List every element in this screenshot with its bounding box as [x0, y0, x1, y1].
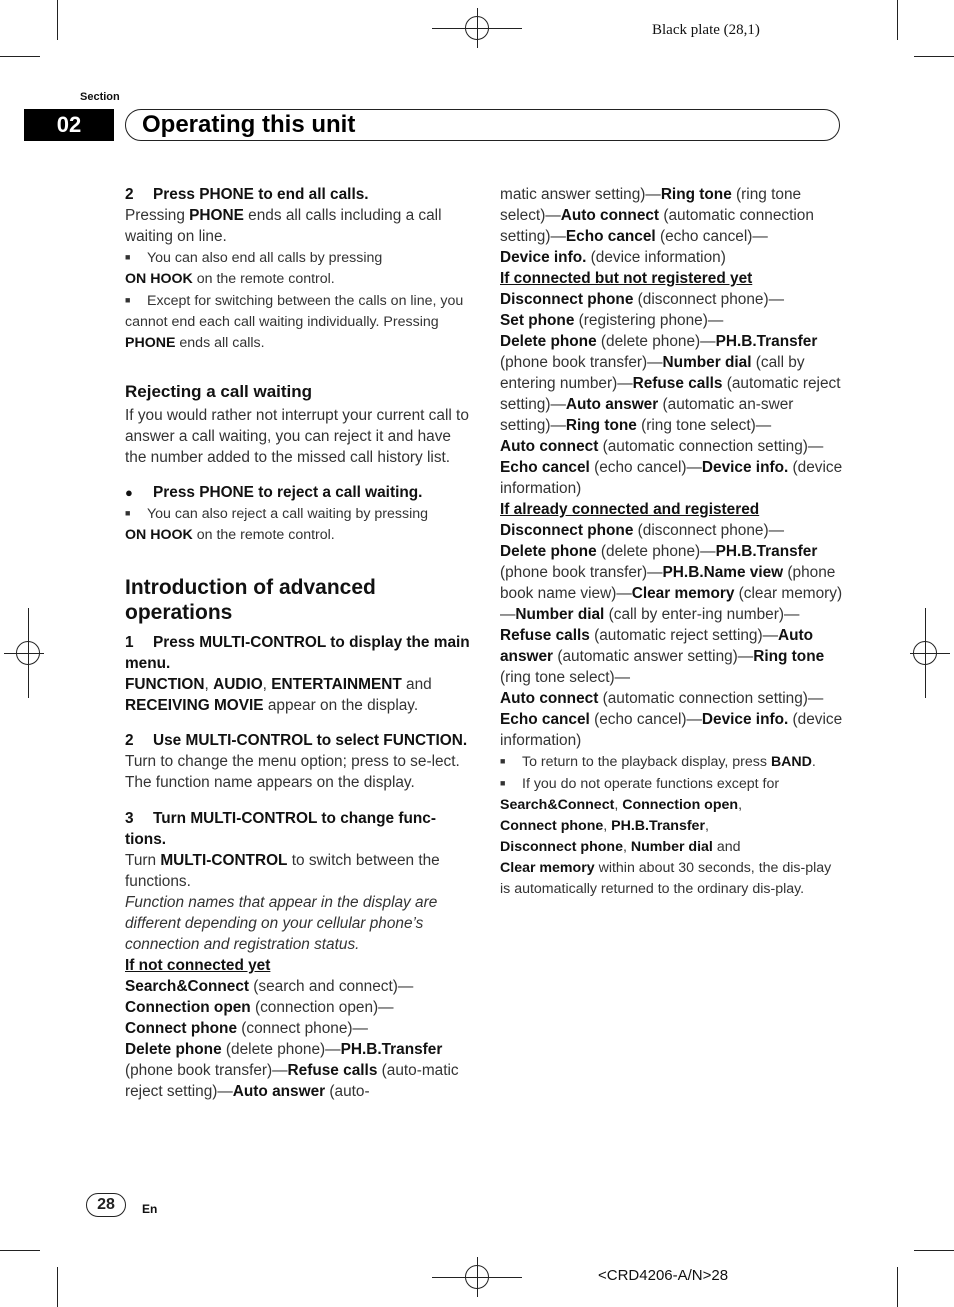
page-number: 28 — [86, 1193, 126, 1217]
crop-mark — [914, 56, 954, 57]
step-heading: 3 Turn MULTI-CONTROL to change func-tions. — [125, 810, 436, 848]
right-column — [500, 184, 845, 900]
crop-mark — [0, 56, 40, 57]
condition-heading: If not connected yet — [125, 957, 271, 974]
function-list: matic answer setting)—Ring tone (ring tone select)—Auto connect (automatic connection setting)—Echo cancel (echo cancel)— Device info. (device information) — [500, 186, 814, 266]
left-column — [125, 184, 470, 1102]
document-code: <CRD4206-A/N>28 — [598, 1267, 729, 1284]
crop-mark — [914, 1250, 954, 1251]
step-heading: 2 Use MULTI-CONTROL to select FUNCTION. — [125, 732, 468, 749]
paragraph: If you would rather not interrupt your current call to answer a call waiting, you can reject it and have the number added to the missed call history list. — [125, 407, 469, 466]
condition-heading: If connected but not registered yet — [500, 270, 753, 287]
plate-label: Black plate (28,1) — [652, 22, 760, 38]
section-number: 02 — [24, 109, 114, 141]
subheading: Rejecting a call waiting — [125, 382, 313, 401]
function-list: Disconnect phone (disconnect phone)— Set phone (registering phone)— Delete phone (delete phone)—PH.B.Transfer (phone book transfer)—Number dial (call by entering number)—Refuse calls (automatic reject setting)—Auto answer (automatic an-swer setting)—Ring tone (ring tone select)— Auto connect (automatic connection setting)—Echo cancel (echo cancel)—Device info. (device information) — [500, 291, 843, 497]
page-title-box — [125, 109, 840, 141]
paragraph: Pressing PHONE ends all calls including a call waiting on line. — [125, 207, 442, 245]
paragraph: The function name appears on the display. — [125, 774, 415, 791]
crop-mark — [897, 1267, 898, 1307]
step-heading: 2 Press PHONE to end all calls. — [125, 186, 369, 203]
language-label: En — [142, 1202, 158, 1216]
crop-mark — [0, 1250, 40, 1251]
step-heading: 1 Press MULTI-CONTROL to display the main menu. — [125, 634, 470, 672]
section-heading: Introduction of advanced operations — [125, 576, 376, 624]
paragraph: Turn MULTI-CONTROL to switch between the functions. — [125, 852, 440, 890]
note: ■ To return to the playback display, press BAND. — [500, 754, 816, 770]
note: ■ If you do not operate functions except for Search&Connect, Connection open, Connect phone, PH.B.Transfer, Disconnect phone, Number dial and Clear memory within about 30 seconds, the dis-play is automatically returned to the ordinary dis-play. — [500, 776, 832, 897]
crop-mark — [57, 0, 58, 40]
page-title: Operating this unit — [142, 111, 356, 138]
function-list: Search&Connect (search and connect)— Connection open (connection open)— Connect phone (connect phone)— Delete phone (delete phone)—PH.B.Transfer (phone book transfer)—Refuse calls (auto-matic reject setting)—Auto answer (auto- — [125, 978, 459, 1100]
function-list: Disconnect phone (disconnect phone)— Delete phone (delete phone)—PH.B.Transfer (phone book transfer)—PH.B.Name view (phone book name view)—Clear memory (clear memory)—Number dial (call by enter-ing number)—Refuse calls (automatic reject setting)—Auto answer (automatic answer setting)—Ring tone (ring tone select)— Auto connect (automatic connection setting)—Echo cancel (echo cancel)—Device info. (device information) — [500, 522, 843, 749]
crop-mark — [897, 0, 898, 40]
section-label: Section — [80, 91, 120, 103]
note: ■ Except for switching between the calls on line, you cannot end each call waiting individually. Pressing PHONE ends all calls. — [125, 293, 464, 351]
note: ■ You can also reject a call waiting by pressing ON HOOK on the remote control. — [125, 506, 429, 543]
paragraph: FUNCTION, AUDIO, ENTERTAINMENT and RECEIVING MOVIE appear on the display. — [125, 676, 432, 714]
italic-note: Function names that appear in the display are different depending on your cellular phone’s connection and registration status. — [125, 894, 438, 953]
note: ■ You can also end all calls by pressing ON HOOK on the remote control. — [125, 250, 383, 287]
step-heading: ● Press PHONE to reject a call waiting. — [125, 484, 423, 501]
condition-heading: If already connected and registered — [500, 501, 760, 518]
crop-mark — [57, 1267, 58, 1307]
paragraph: Turn to change the menu option; press to se-lect. — [125, 753, 460, 770]
